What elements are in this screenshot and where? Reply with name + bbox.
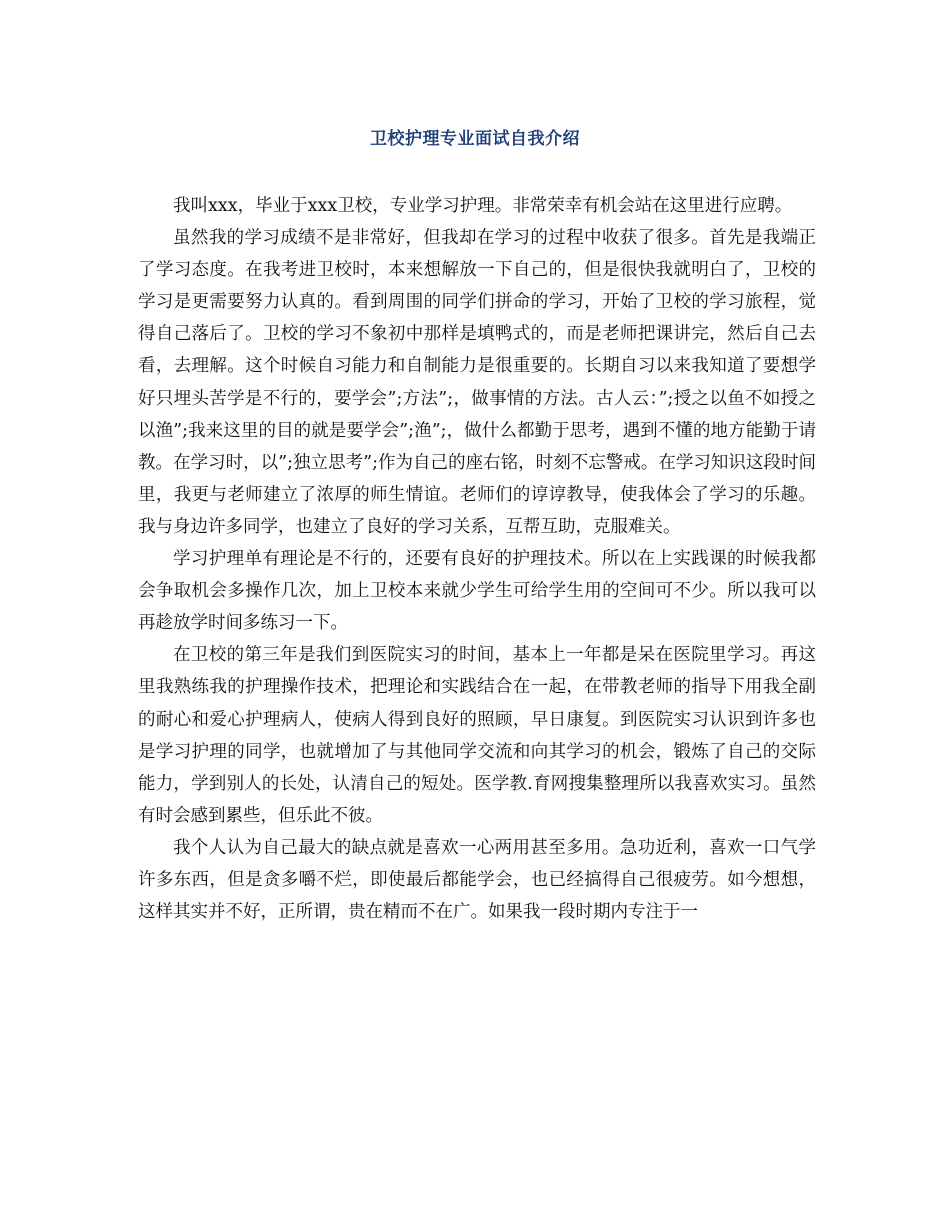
paragraph-internship: 在卫校的第三年是我们到医院实习的时间，基本上一年都是呆在医院里学习。再这里我熟练我的护理操作技术，把理论和实践结合在一起，在带教老师的指导下用我全副的耐心和爱心护理病人，使病人得到良好的照顾，早日康复。到医院实习认识到许多也是学习护理的同学，也就增加了与其他同学交流和向其学习的机会，锻炼了自己的交际能力，学到别人的长处，认清自己的短处。医学教.育网搜集整理所以我喜欢实习。虽然有时会感到累些，但乐此不彼。 [138,645,816,826]
document-title: 卫校护理专业面试自我介绍 [370,129,580,149]
paragraph-practice-skills: 学习护理单有理论是不行的，还要有良好的护理技术。所以在上实践课的时候我都会争取机会多操作几次，加上卫校本来就少学生可给学生用的空间可不少。所以我可以再趁放学时间多练习一下。 [138,549,816,634]
paragraph-intro: 我叫xxx，毕业于xxx卫校，专业学习护理。非常荣幸有机会站在这里进行应聘。 [173,196,793,216]
paragraph-study-attitude: 虽然我的学习成绩不是非常好，但我却在学习的过程中收获了很多。首先是我端正了学习态度。在我考进卫校时，本来想解放一下自己的，但是很快我就明白了，卫校的学习是更需要努力认真的。看到周围的同学们拼命的学习，开始了卫校的学习旅程，觉得自己落后了。卫校的学习不象初中那样是填鸭式的，而是老师把课讲完，然后自己去看，去理解。这个时候自习能力和自制能力是很重要的。长期自习以来我知道了要想学好只埋头苦学是不行的，要学会”;方法”;，做事情的方法。古人云：”;授之以鱼不如授之以渔”;我来这里的目的就是要学会”;渔”;，做什么都勤于思考，遇到不懂的地方能勤于请教。在学习时，以”;独立思考”;作为自己的座右铭，时刻不忘警戒。在学习知识这段时间里，我更与老师建立了浓厚的师生情谊。老师们的谆谆教导，使我体会了学习的乐趣。我与身边许多同学，也建立了良好的学习关系，互帮互助，克服难关。 [138,228,816,537]
document-body [138,190,816,928]
paragraph-weakness: 我个人认为自己最大的缺点就是喜欢一心两用甚至多用。急功近利，喜欢一口气学许多东西，但是贪多嚼不烂，即使最后都能学会，也已经搞得自己很疲劳。如今想想，这样其实并不好，正所谓，贵在精而不在广。如果我一段时期内专注于一 [138,837,816,923]
